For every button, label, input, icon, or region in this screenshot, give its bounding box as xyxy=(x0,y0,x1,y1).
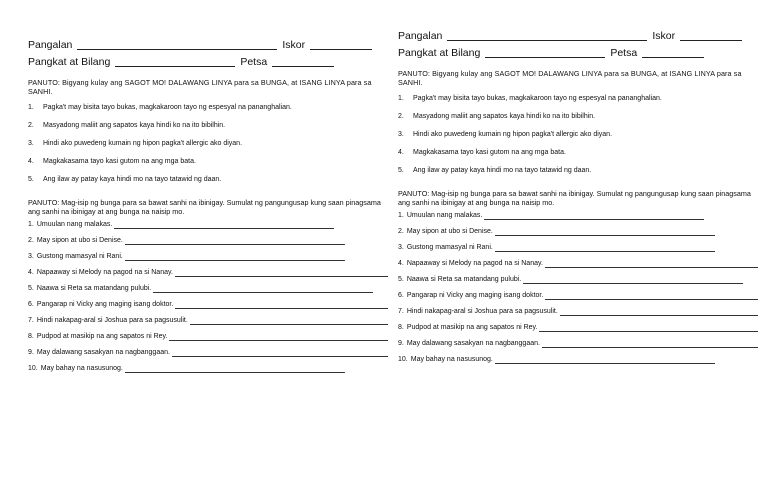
answer-blank[interactable] xyxy=(484,212,704,220)
answer-blank[interactable] xyxy=(175,301,388,309)
answer-blank[interactable] xyxy=(114,221,334,229)
part2-item: 10. May bahay na nasusunog. xyxy=(398,356,758,372)
date-label: Petsa xyxy=(240,55,268,68)
part2-item: 1. Umuulan nang malakas. xyxy=(398,212,758,228)
answer-blank[interactable] xyxy=(172,349,388,357)
name-row xyxy=(398,27,758,44)
answer-blank[interactable] xyxy=(175,269,388,277)
part2-item: 10. May bahay na nasusunog. xyxy=(28,365,388,381)
part1-item[interactable]: 2. Masyadong maliit ang sapatos kaya hindi ko na ito bibilhin. xyxy=(398,113,596,120)
answer-blank[interactable] xyxy=(495,356,715,364)
score-blank[interactable] xyxy=(310,40,372,50)
section-blank[interactable] xyxy=(485,48,605,58)
part1-list xyxy=(398,95,758,185)
part2-item: 2. May sipon at ubo si Denise. xyxy=(28,237,388,253)
score-label: Iskor xyxy=(282,38,306,51)
date-label: Petsa xyxy=(610,46,638,59)
part2-item: 2. May sipon at ubo si Denise. xyxy=(398,228,758,244)
part1-item[interactable]: 5. Ang ilaw ay patay kaya hindi mo na tayo tatawid ng daan. xyxy=(28,176,222,183)
answer-blank[interactable] xyxy=(542,340,758,348)
answer-blank[interactable] xyxy=(190,317,388,325)
part2-list xyxy=(398,212,758,372)
date-blank[interactable] xyxy=(642,48,704,58)
score-blank[interactable] xyxy=(680,31,742,41)
part1-item[interactable]: 1. Pagka't may bisita tayo bukas, magkakaroon tayo ng espesyal na pananghalian. xyxy=(398,95,662,102)
section-blank[interactable] xyxy=(115,57,235,67)
part1-item[interactable]: 4. Magkakasama tayo kasi gutom na ang mga bata. xyxy=(28,158,196,165)
answer-blank[interactable] xyxy=(125,237,345,245)
part2-item: 5. Naawa si Reta sa matandang pulubi. xyxy=(398,276,758,292)
answer-blank[interactable] xyxy=(523,276,743,284)
part2-item: 6. Pangarap ni Vicky ang maging isang doktor. xyxy=(28,301,388,317)
answer-blank[interactable] xyxy=(545,260,758,268)
part2-item: 7. Hindi nakapag-aral si Joshua para sa pagsusulit. xyxy=(398,308,758,324)
part2-item: 8. Pudpod at masikip na ang sapatos ni Rey. xyxy=(28,333,388,349)
section-label: Pangkat at Bilang xyxy=(398,46,481,59)
part2-item: 9. May dalawang sasakyan na nagbanggaan. xyxy=(398,340,758,356)
part2-item: 7. Hindi nakapag-aral si Joshua para sa pagsusulit. xyxy=(28,317,388,333)
part2-instruction: PANUTO: Mag-isip ng bunga para sa bawat sanhi na ibinigay. Sumulat ng pangungusap kung saan pinagsama ang sanhi na ibinigay at ang bunga na naisip mo. xyxy=(398,189,751,207)
answer-blank[interactable] xyxy=(125,253,345,261)
part2-item: 6. Pangarap ni Vicky ang maging isang doktor. xyxy=(398,292,758,308)
answer-blank[interactable] xyxy=(560,308,758,316)
part1-item[interactable]: 5. Ang ilaw ay patay kaya hindi mo na tayo tatawid ng daan. xyxy=(398,167,592,174)
part2-item: 3. Gustong mamasyal ni Rani. xyxy=(398,244,758,260)
answer-blank[interactable] xyxy=(545,292,758,300)
name-blank[interactable] xyxy=(77,40,277,50)
part2-item: 9. May dalawang sasakyan na nagbanggaan. xyxy=(28,349,388,365)
name-row xyxy=(28,36,388,53)
section-label: Pangkat at Bilang xyxy=(28,55,111,68)
score-label: Iskor xyxy=(652,29,676,42)
part1-list xyxy=(28,104,388,194)
part2-item: 5. Naawa si Reta sa matandang pulubi. xyxy=(28,285,388,301)
part1-item[interactable]: 3. Hindi ako puwedeng kumain ng hipon pagka't allergic ako diyan. xyxy=(398,131,613,138)
part2-item: 4. Napaaway si Melody na pagod na si Nanay. xyxy=(28,269,388,285)
date-blank[interactable] xyxy=(272,57,334,67)
part2-item: 1. Umuulan nang malakas. xyxy=(28,221,388,237)
section-row xyxy=(28,53,388,70)
answer-blank[interactable] xyxy=(495,244,715,252)
answer-blank[interactable] xyxy=(125,365,345,373)
part1-item[interactable]: 4. Magkakasama tayo kasi gutom na ang mga bata. xyxy=(398,149,566,156)
section-row xyxy=(398,44,758,61)
part1-instruction: PANUTO: Bigyang kulay ang SAGOT MO! DALAWANG LINYA para sa BUNGA, at ISANG LINYA para sa SANHI. xyxy=(28,78,372,96)
name-blank[interactable] xyxy=(447,31,647,41)
answer-blank[interactable] xyxy=(169,333,388,341)
answer-blank[interactable] xyxy=(153,285,373,293)
name-label: Pangalan xyxy=(28,38,73,51)
worksheet-left xyxy=(28,36,388,381)
part2-item: 4. Napaaway si Melody na pagod na si Nanay. xyxy=(398,260,758,276)
part2-instruction: PANUTO: Mag-isip ng bunga para sa bawat sanhi na ibinigay. Sumulat ng pangungusap kung saan pinagsama ang sanhi na ibinigay at ang bunga na naisip mo. xyxy=(28,198,381,216)
answer-blank[interactable] xyxy=(539,324,758,332)
part1-item[interactable]: 3. Hindi ako puwedeng kumain ng hipon pagka't allergic ako diyan. xyxy=(28,140,243,147)
part2-item: 8. Pudpod at masikip na ang sapatos ni Rey. xyxy=(398,324,758,340)
part1-item[interactable]: 1. Pagka't may bisita tayo bukas, magkakaroon tayo ng espesyal na pananghalian. xyxy=(28,104,292,111)
name-label: Pangalan xyxy=(398,29,443,42)
part1-instruction: PANUTO: Bigyang kulay ang SAGOT MO! DALAWANG LINYA para sa BUNGA, at ISANG LINYA para sa SANHI. xyxy=(398,69,742,87)
part1-item[interactable]: 2. Masyadong maliit ang sapatos kaya hindi ko na ito bibilhin. xyxy=(28,122,226,129)
worksheet-right xyxy=(398,27,758,372)
part2-list xyxy=(28,221,388,381)
part2-item: 3. Gustong mamasyal ni Rani. xyxy=(28,253,388,269)
answer-blank[interactable] xyxy=(495,228,715,236)
